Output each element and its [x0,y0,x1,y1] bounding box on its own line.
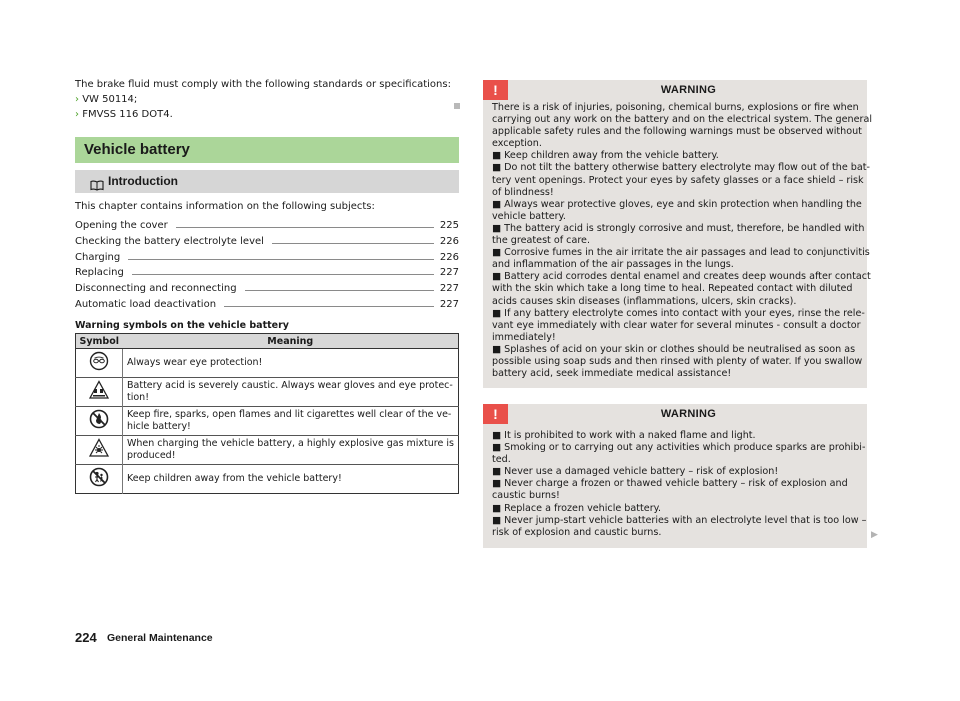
toc-title: Checking the battery electrolyte level [75,236,264,247]
warning-line: ■ It is prohibited to work with a naked flame and light. [492,430,756,441]
warning-line: possible using soap suds and then rinsed with plenty of water. If you swallow [492,355,863,367]
toc-leader [224,306,434,307]
warning-line: ■ If any battery electrolyte comes into contact with your eyes, rinse the rele- [492,307,865,319]
table-row [76,349,459,378]
meaning-cell [123,436,459,465]
warning-line: applicable safety rules and the following warnings must be observed without [492,126,862,138]
exclamation-icon: ! [483,404,508,424]
symbol-cell [76,378,123,407]
warning-line: acids causes skin diseases (inflammations, ulcers, skin cracks). [492,295,797,307]
warning-line: the greatest of care. [492,235,591,247]
warning-line: ■ Splashes of acid on your skin or clothes should be neutralised as soon as [492,343,856,355]
toc-entry[interactable] [75,296,459,310]
toc-leader [245,290,434,291]
warning-line: ■ Never jump-start vehicle batteries with an electrolyte level that is too low – [492,514,867,526]
table-row [76,465,459,494]
book-icon [90,176,104,199]
page-number: 224 [75,630,97,645]
chapter-label: General Maintenance [107,632,213,644]
warning-line: vant eye immediately with clear water for several minutes - consult a doctor [492,319,861,331]
caustic-acid-icon [89,392,109,403]
meaning-text: Always wear eye protection! [127,357,263,368]
toc-title: Automatic load deactivation [75,299,217,310]
warning-body [483,424,867,548]
warning-line: ■ Always wear protective gloves, eye and skin protection when handling the [492,198,862,210]
toc-page: 227 [439,267,459,278]
intro-line: The brake fluid must comply with the following standards or specifications: [75,79,451,90]
chapter-intro: This chapter contains information on the following subjects: [75,201,375,212]
warning-box [483,404,867,548]
warning-line: caustic burns! [492,490,560,502]
end-marker-icon [454,103,460,109]
table-title: Warning symbols on the vehicle battery [75,320,289,331]
table-row [76,436,459,465]
warning-line: battery acid, seek immediate medical assistance! [492,368,732,380]
toc-page: 227 [439,299,459,310]
warning-line: carrying out any work on the battery and on the electrical system. The general [492,114,873,126]
warning-line: There is a risk of injuries, poisoning, chemical burns, explosions or fire when [492,102,859,113]
toc-page: 226 [439,252,459,263]
warning-line: vehicle battery. [492,210,566,222]
spec-text: FMVSS 116 DOT4. [82,109,173,120]
exclamation-icon: ! [483,80,508,100]
toc-leader [128,259,434,260]
toc-leader [176,227,434,228]
warning-title: WARNING [660,84,717,96]
meaning-text: Keep children away from the vehicle battery! [127,473,342,484]
warning-symbols-table [75,333,459,494]
warning-line: tery vent openings. Protect your eyes by safety glasses or a face shield – risk [492,174,864,186]
introduction-label: Introduction [108,174,178,188]
meaning-cell [123,407,459,436]
toc-leader [272,243,434,244]
eye-protection-icon [89,363,109,374]
warning-line: exception. [492,138,542,150]
warning-line: ■ Never charge a frozen or thawed vehicle battery – risk of explosion and [492,478,848,490]
column-header-symbol: Symbol [76,334,123,349]
meaning-cell [123,378,459,407]
introduction-heading [75,170,459,193]
warning-line: ■ Never use a damaged vehicle battery – risk of explosion! [492,466,779,478]
symbol-cell [76,407,123,436]
meaning-text: tion! [127,392,150,403]
warning-line: and inflammation of the air passages in the lungs. [492,259,734,271]
toc-page: 225 [439,220,459,231]
table-header-row [76,334,459,349]
column-header-meaning: Meaning [123,334,459,349]
toc-title: Charging [75,252,121,263]
meaning-text: Battery acid is severely caustic. Always wear gloves and eye protec- [127,380,453,391]
warning-line: of blindness! [492,186,554,198]
toc-entry[interactable] [75,280,459,294]
warning-line: ■ Do not tilt the battery otherwise battery electrolyte may flow out of the bat- [492,162,871,174]
symbol-cell [76,465,123,494]
warning-line: risk of explosion and caustic burns. [492,526,662,538]
warning-header [483,404,867,424]
meaning-cell [123,349,459,378]
keep-children-away-icon [89,479,109,490]
warning-line: ted. [492,454,511,466]
warning-line: ■ Corrosive fumes in the air irritate the air passages and lead to conjunctivitis [492,247,870,259]
toc-page: 227 [439,283,459,294]
continue-arrow-icon: ▶ [871,530,878,540]
explosive-gas-icon [89,450,109,461]
toc-page: 226 [439,236,459,247]
table-row [76,407,459,436]
warning-line: immediately! [492,331,556,343]
warning-line: ■ Smoking or to carrying out any activities which produce sparks are prohibi- [492,442,866,454]
arrow-icon: › [75,109,79,120]
section-title: Vehicle battery [75,137,459,163]
warning-line: ■ Keep children away from the vehicle battery. [492,150,719,162]
toc-entry[interactable] [75,264,459,278]
toc-entry[interactable] [75,249,459,263]
toc-title: Opening the cover [75,220,168,231]
warning-body [483,100,873,388]
spec-item [75,107,465,122]
warning-title: WARNING [660,408,717,420]
table-row [76,378,459,407]
meaning-text: Keep fire, sparks, open flames and lit cigarettes well clear of the ve- [127,409,452,420]
intro-paragraph [75,77,465,122]
spec-text: VW 50114; [82,94,138,105]
meaning-text: When charging the vehicle battery, a highly explosive gas mixture is [127,438,454,449]
warning-line: ■ The battery acid is strongly corrosive and must, therefore, be handled with [492,222,865,234]
warning-line: with the skin which take a long time to heal. Repeated contact with diluted [492,283,853,295]
meaning-cell [123,465,459,494]
warning-box [483,80,873,388]
symbol-cell [76,436,123,465]
toc-entry[interactable] [75,233,459,247]
toc-leader [132,274,434,275]
meaning-text: produced! [127,450,176,461]
toc-title: Disconnecting and reconnecting [75,283,237,294]
symbol-cell [76,349,123,378]
warning-header [483,80,867,100]
warning-line: ■ Replace a frozen vehicle battery. [492,502,662,514]
no-fire-icon [89,421,109,432]
meaning-text: hicle battery! [127,421,191,432]
arrow-icon: › [75,94,79,105]
toc-title: Replacing [75,267,124,278]
spec-item [75,92,465,107]
warning-line: ■ Battery acid corrodes dental enamel and creates deep wounds after contact [492,271,871,283]
toc-entry[interactable] [75,217,459,231]
